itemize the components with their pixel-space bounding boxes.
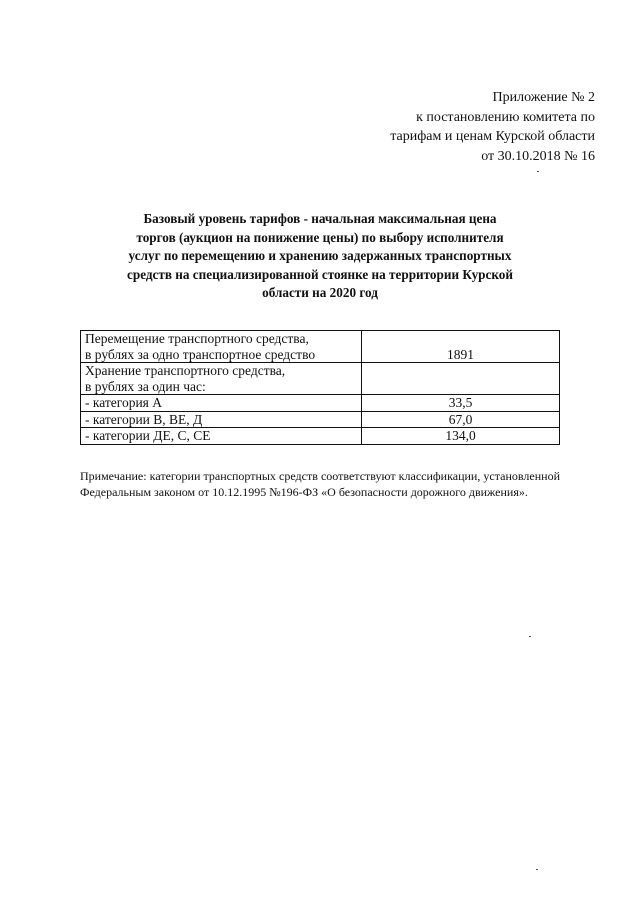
footnote: Примечание: категории транспортных средств соответствуют классификации, установленной Федеральным законом от 10.12.1995 №196-ФЗ «О безопасности дорожного движения». (80, 469, 560, 499)
appendix-line: к постановлению комитета по (416, 109, 595, 125)
row-label (81, 411, 362, 428)
scan-speck (536, 869, 538, 870)
table-row (81, 395, 560, 412)
title-line: области на 2020 год (262, 285, 378, 300)
tariff-table (80, 330, 560, 445)
row-value: 33,5 (362, 395, 560, 412)
label-line: в рублях за один час: (85, 378, 206, 394)
label-line: - категории В, ВЕ, Д (85, 411, 203, 427)
label-line: Хранение транспортного средства, (85, 363, 286, 378)
row-value (362, 363, 560, 395)
title-line: Базовый уровень тарифов - начальная максимальная цена (143, 211, 497, 226)
appendix-line: тарифам и ценам Курской области (390, 129, 595, 144)
appendix-header (355, 88, 595, 166)
table-row (81, 363, 560, 395)
scan-speck (529, 636, 531, 637)
row-label (81, 428, 362, 445)
table-row (81, 411, 560, 428)
scan-speck (537, 171, 539, 172)
title-line: услуг по перемещению и хранению задержанных транспортных (128, 248, 512, 263)
document-title (70, 210, 570, 303)
label-line: в рублях за одно транспортное средство (85, 346, 316, 362)
row-value: 67,0 (362, 411, 560, 428)
title-line: средств на специализированной стоянке на территории Курской (127, 266, 513, 282)
appendix-line: Приложение № 2 (492, 90, 595, 105)
appendix-line: от 30.10.2018 № 16 (481, 148, 595, 164)
table-row (81, 331, 560, 363)
label-line: Перемещение транспортного средства, (85, 331, 309, 346)
title-line: торгов (аукцион на понижение цены) по выбору исполнителя (136, 229, 504, 245)
row-value: 134,0 (362, 428, 560, 445)
row-label (81, 331, 362, 363)
label-line: - категории ДЕ, С, СЕ (85, 428, 211, 443)
row-value: 1891 (362, 331, 560, 363)
row-label (81, 395, 362, 412)
row-label (81, 363, 362, 395)
label-line: - категория А (85, 395, 163, 410)
table-row (81, 428, 560, 445)
